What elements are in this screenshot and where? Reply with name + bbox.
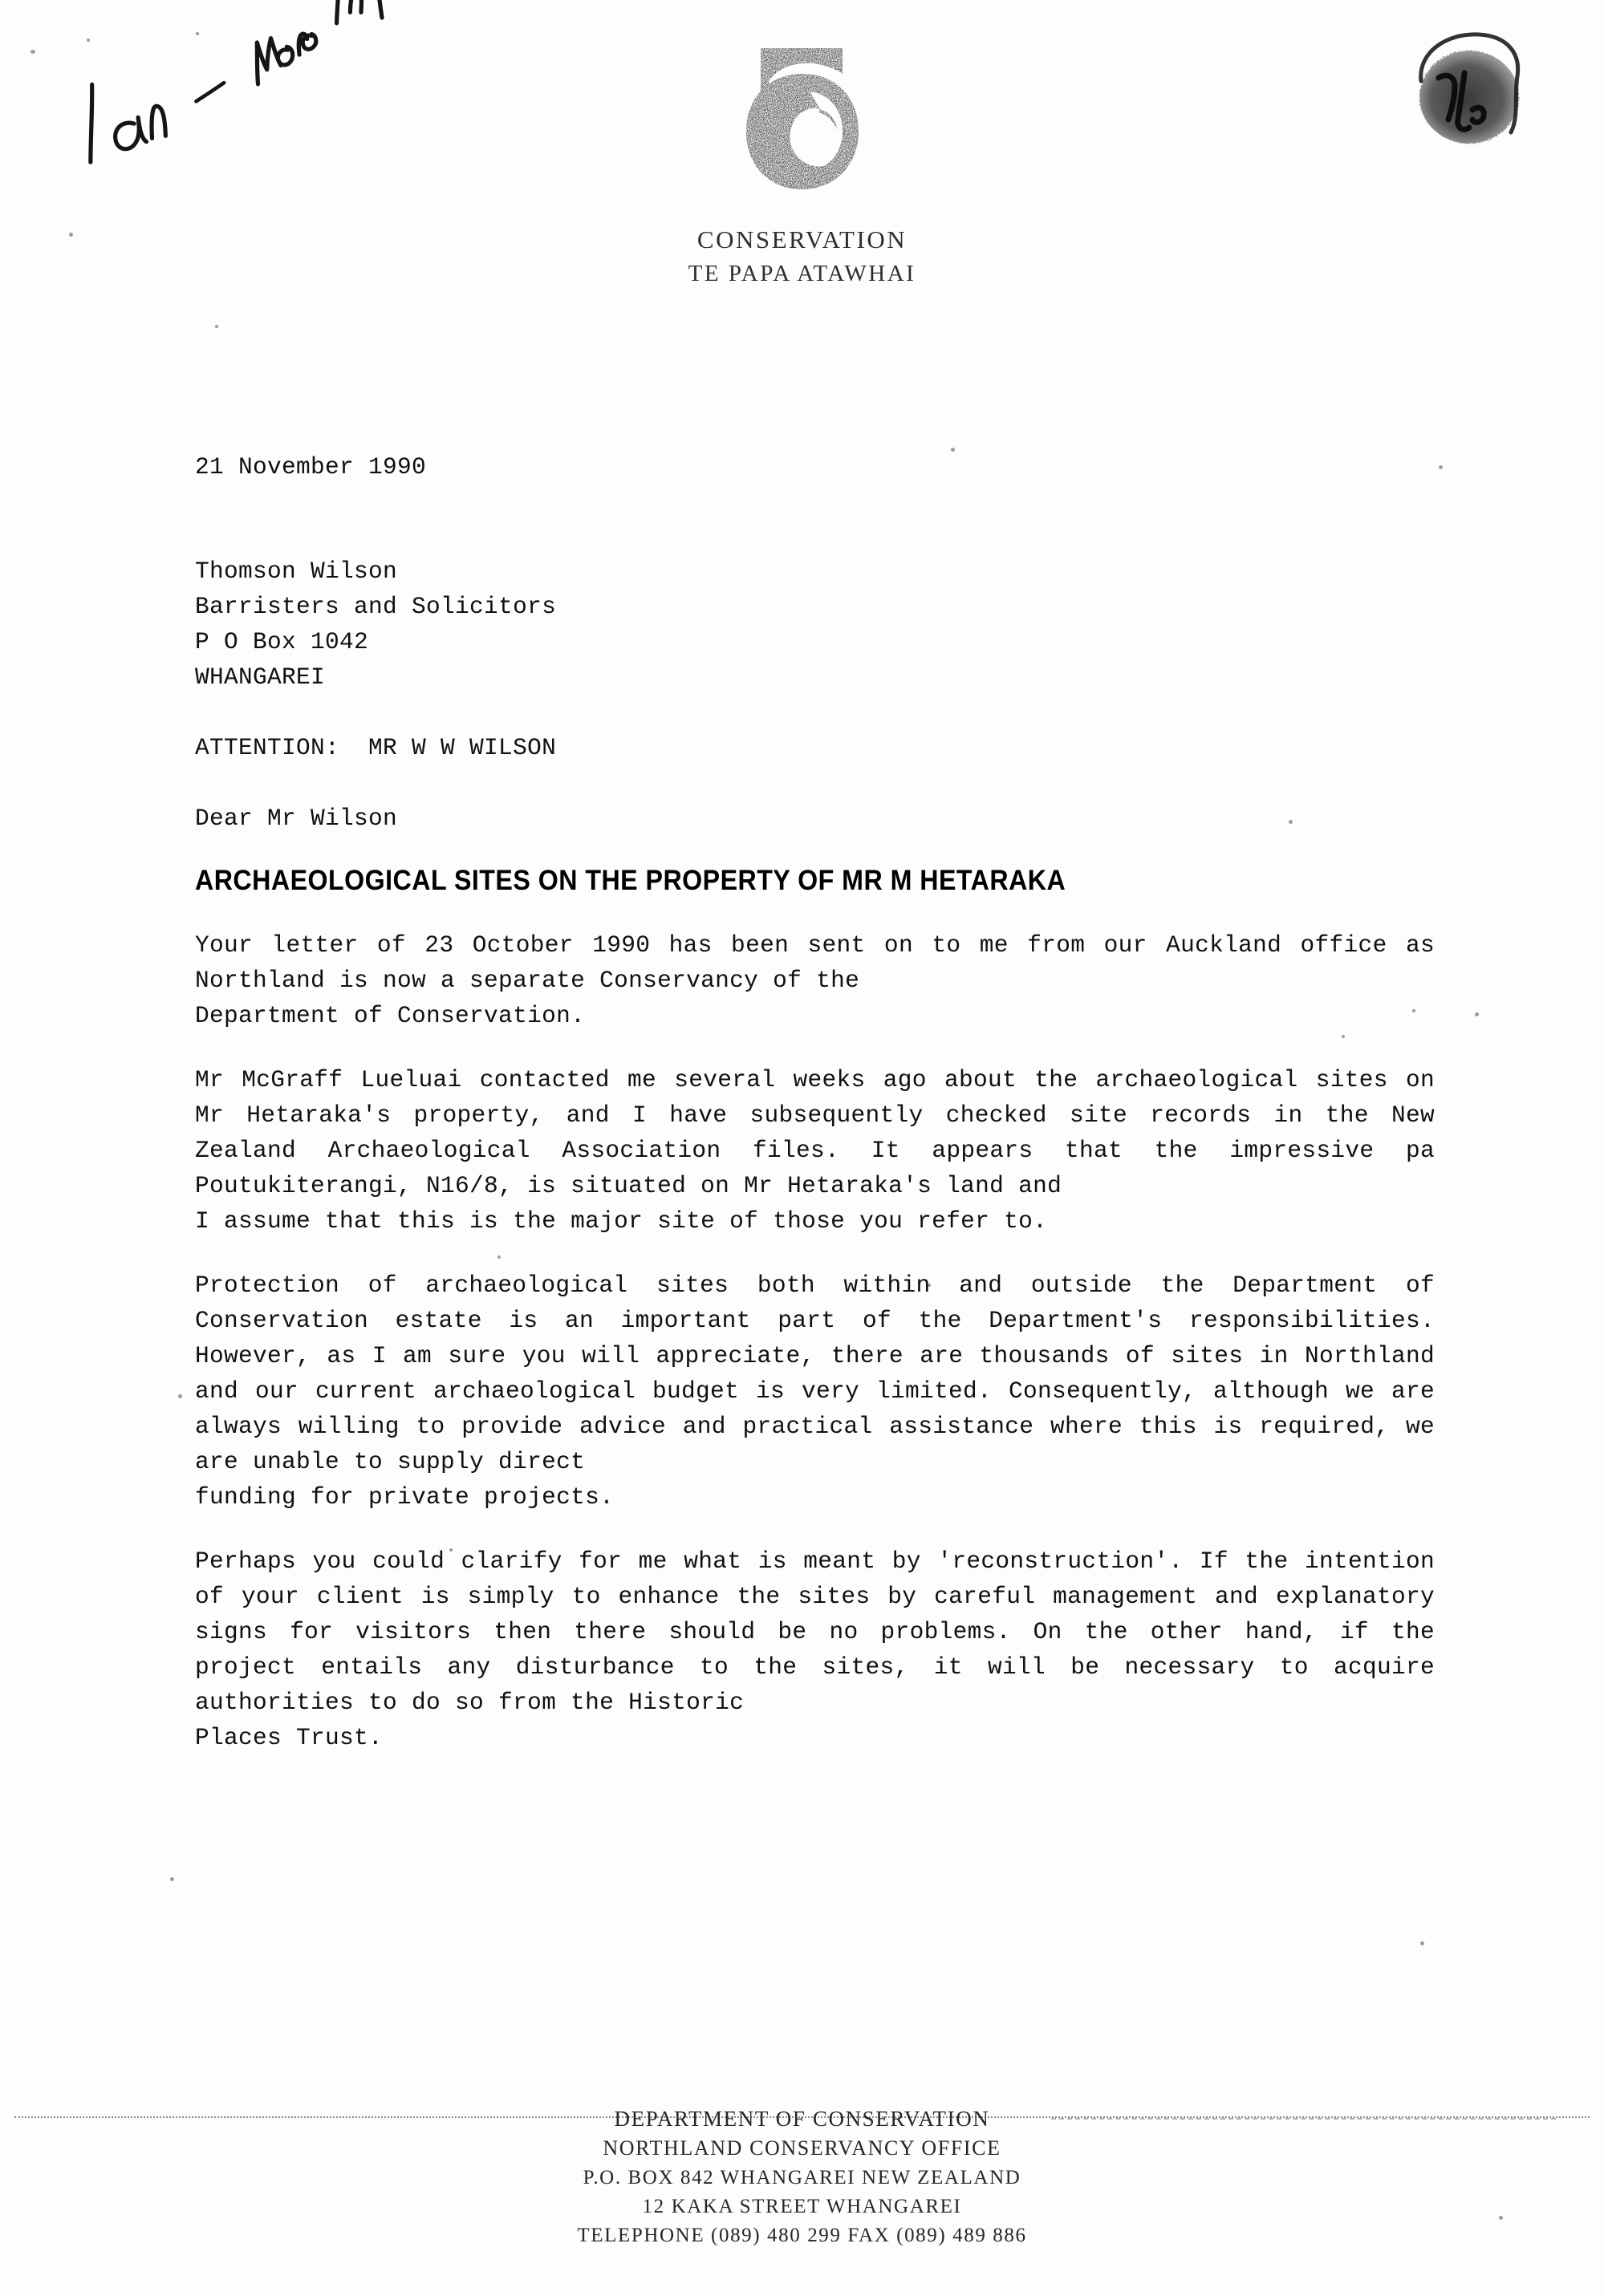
- recipient-role: Barristers and Solicitors: [195, 593, 557, 620]
- letterhead: [0, 42, 1604, 287]
- scan-speck: [178, 1394, 182, 1398]
- paragraph-2-lastline: I assume that this is the major site of those you refer to.: [195, 1207, 1048, 1235]
- department-of-conservation-koru-logo: [722, 42, 883, 210]
- letterhead-line-te-papa-atawhai: TE PAPA ATAWHAI: [688, 261, 916, 286]
- recipient-po-box: P O Box 1042: [195, 628, 369, 655]
- recipient-name: Thomson Wilson: [195, 558, 398, 585]
- recipient-city: WHANGAREI: [195, 663, 326, 691]
- scan-speck: [1420, 1941, 1424, 1945]
- paragraph-4-lastline: Places Trust.: [195, 1724, 384, 1751]
- paragraph-2: [195, 1062, 1435, 1239]
- scan-speck: [1439, 465, 1443, 469]
- paragraph-2-text: Mr McGraff Lueluai contacted me several weeks ago about the archaeological sites on Mr Hetaraka's property, and I have subsequently checked site records in the New Zealand Archaeological Association files. It appears that the impressive pa Poutukiterangi, N16/8, is situated on Mr Hetaraka's land and: [195, 1066, 1435, 1199]
- footer-phone-fax: TELEPHONE (089) 480 299 FAX (089) 489 886: [577, 2225, 1027, 2246]
- letter-date: 21 November 1990: [195, 453, 427, 481]
- attention-line: ATTENTION: MR W W WILSON: [195, 734, 557, 761]
- paragraph-4: [195, 1544, 1435, 1755]
- paragraph-4-text: Perhaps you could clarify for me what is meant by 'reconstruction'. If the intention of your client is simply to enhance the sites by careful management and explanatory signs for visitors then there should be no problems. On the other hand, if the project entails any disturbance to the sites, it will be necessary to acquire authorities to do so from the Historic: [195, 1548, 1435, 1716]
- paragraph-1-lastline: Department of Conservation.: [195, 1002, 586, 1029]
- footer-office: NORTHLAND CONSERVANCY OFFICE: [603, 2136, 1001, 2160]
- footer-street-address: 12 KAKA STREET WHANGAREI: [642, 2196, 962, 2217]
- paragraph-1-text: Your letter of 23 October 1990 has been sent on to me from our Auckland office as Northland is now a separate Conservancy of the: [195, 931, 1435, 994]
- paragraph-3-lastline: funding for private projects.: [195, 1483, 615, 1511]
- letter-body: [195, 449, 1435, 1755]
- letterhead-line-conservation: CONSERVATION: [696, 225, 908, 254]
- scan-speck: [215, 325, 218, 328]
- paragraph-3: [195, 1268, 1435, 1515]
- subject-heading: ARCHAEOLOGICAL SITES ON THE PROPERTY OF MR M HETARAKA: [195, 865, 1066, 896]
- paragraph-3-text: Protection of archaeological sites both within and outside the Department of Conservation estate is an important part of the Department's responsibilities. However, as I am sure you will appreciate, there are thousands of sites in Northland and our current archaeological budget is very limited. Consequently, although we are always willing to provide advice and practical assistance where this is required, we are unable to supply direct: [195, 1272, 1435, 1475]
- footer-postal-address: P.O. BOX 842 WHANGAREI NEW ZEALAND: [583, 2167, 1021, 2189]
- footer-department: DEPARTMENT OF CONSERVATION: [614, 2107, 990, 2131]
- recipient-address: [195, 554, 1435, 695]
- salutation: Dear Mr Wilson: [195, 805, 398, 832]
- scan-speck: [170, 1877, 174, 1881]
- paragraph-1: [195, 927, 1435, 1033]
- scan-speck: [1475, 1012, 1479, 1016]
- footer-address-block: [0, 2107, 1604, 2247]
